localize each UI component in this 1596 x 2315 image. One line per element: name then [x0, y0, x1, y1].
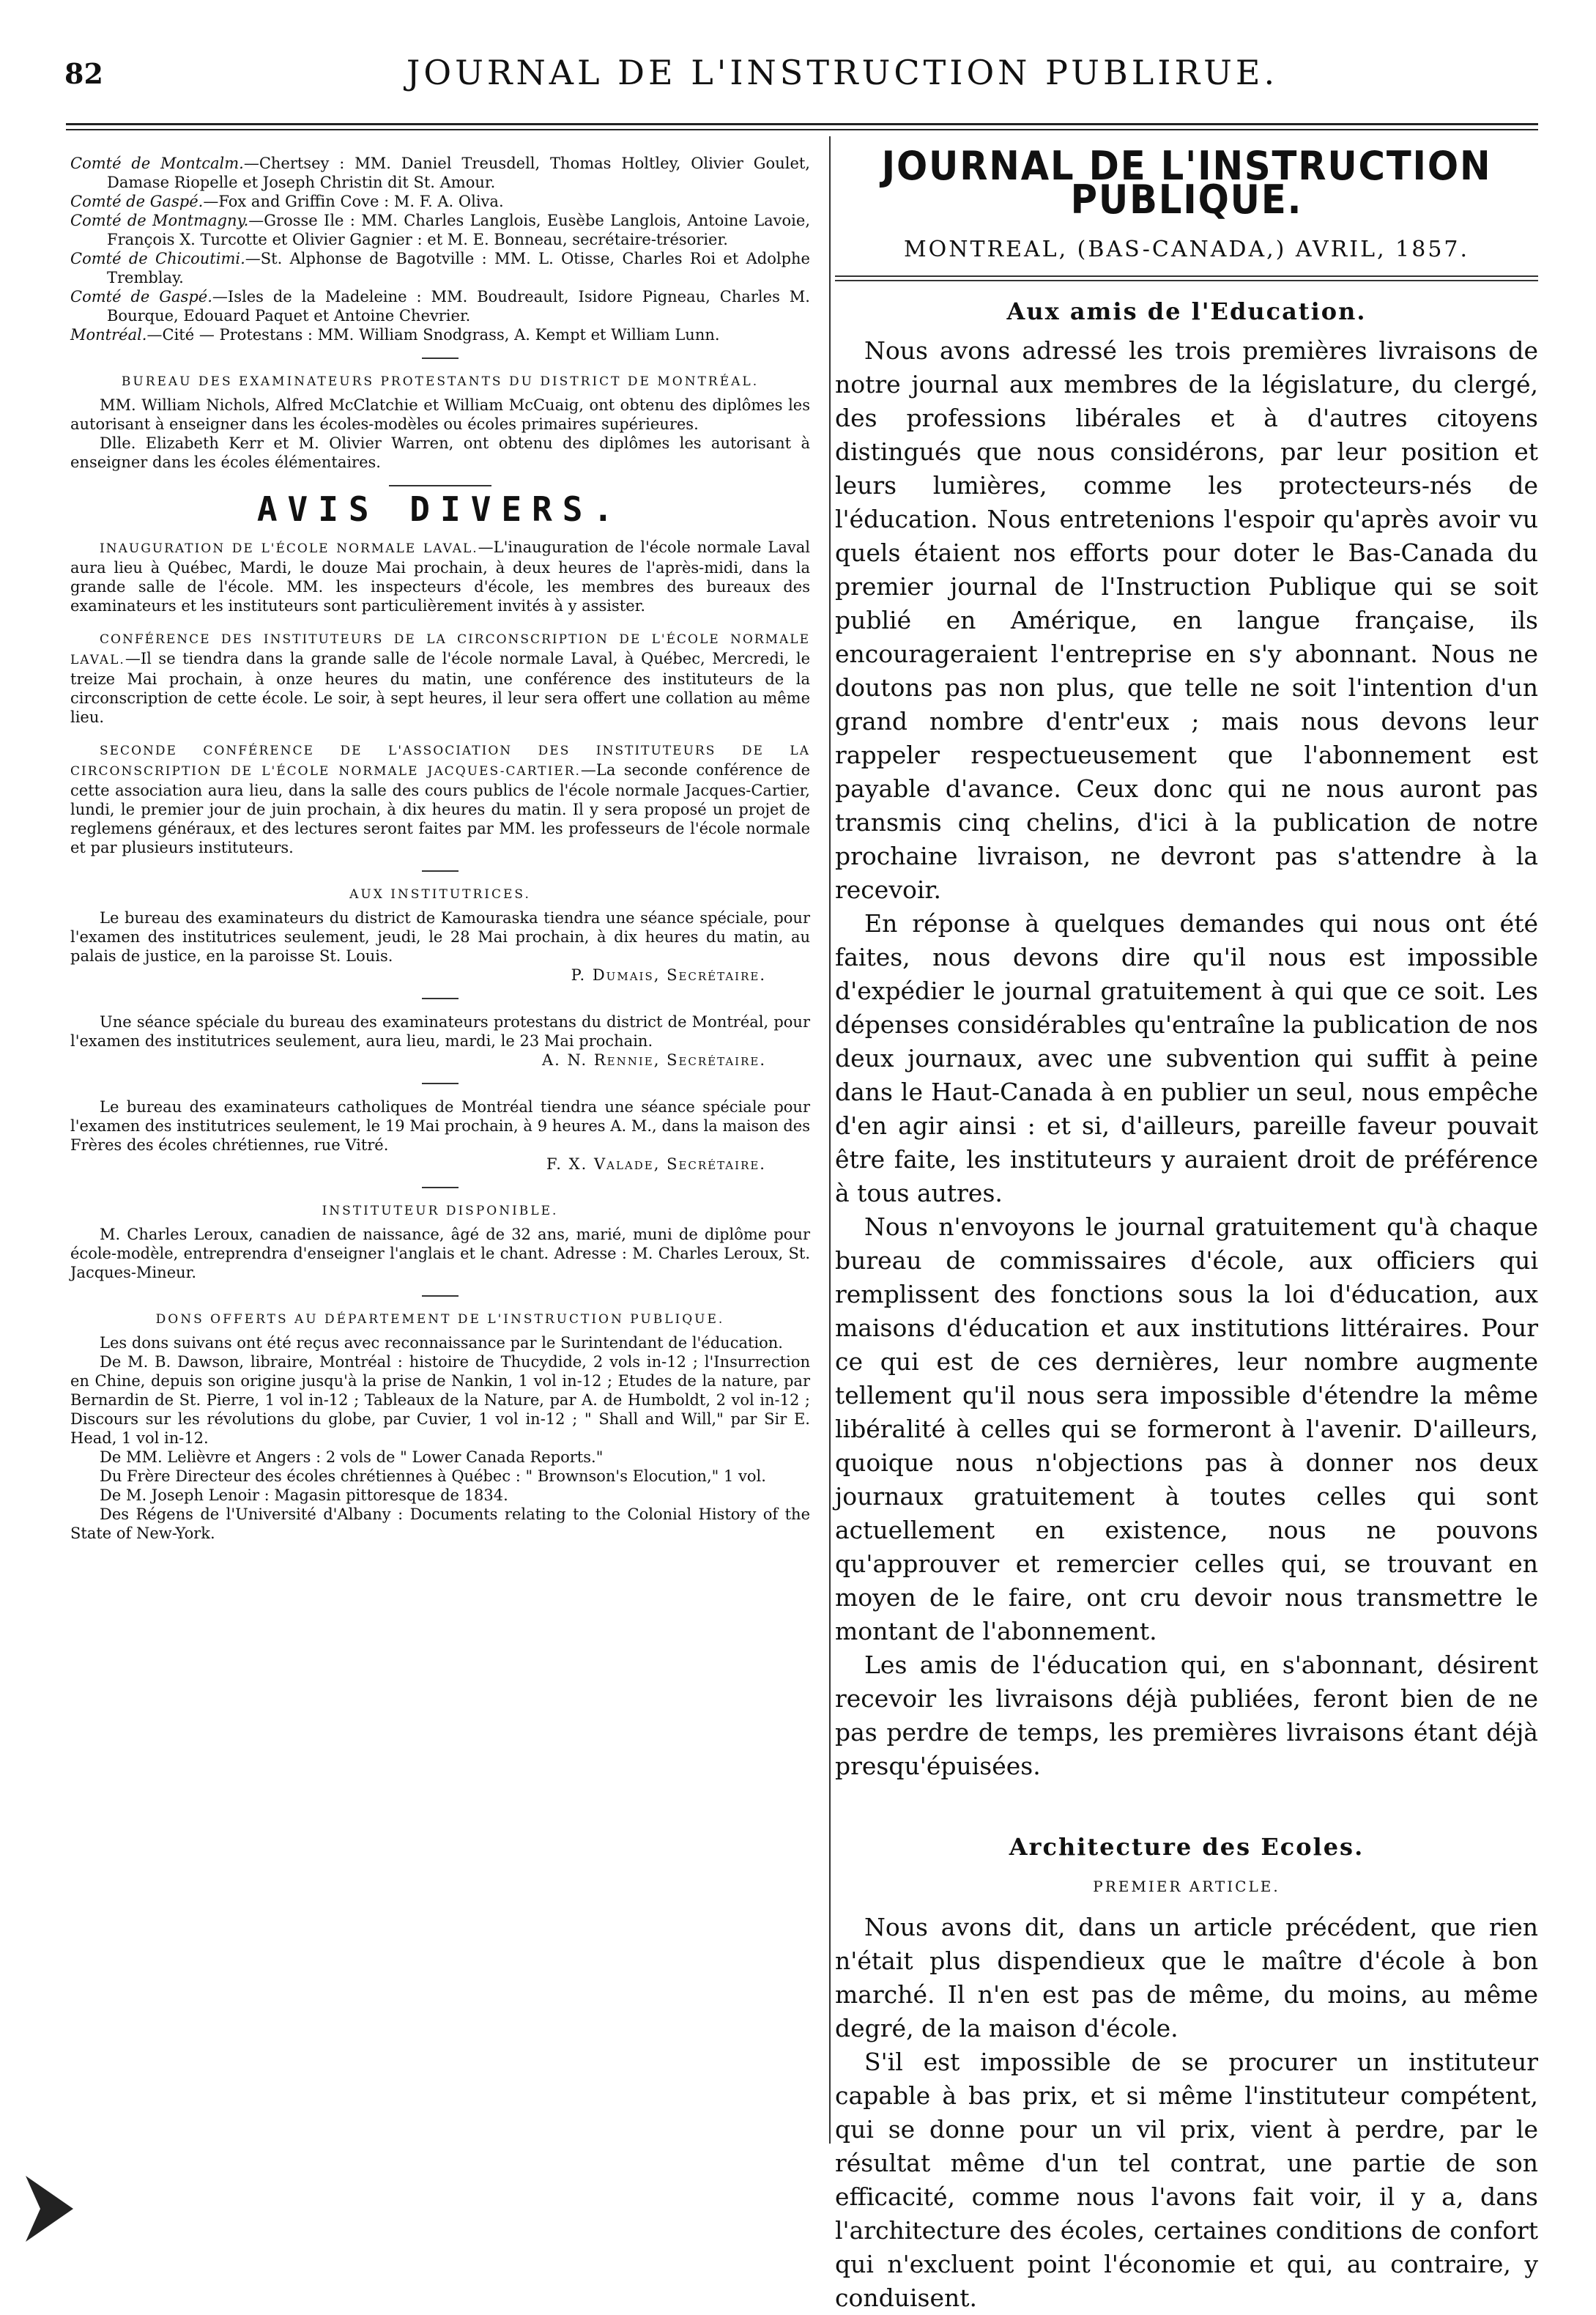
architecture-subheading: PREMIER ARTICLE.: [1093, 1878, 1280, 1895]
county-entry: [70, 325, 810, 344]
column-divider: [829, 136, 831, 2144]
right-column: [835, 143, 1538, 2315]
amis-paragraph: Nous n'envoyons le journal gratuitement qu'à chaque bureau de commissaires d'école, aux officiers qui remplissent des fonctions sous la loi d'éducation, aux maisons d'éducation et aux institutions littéraires. Pour ce qui est de ces dernières, leur nombre augmente tellement qu'il nous sera impossible d'étendre la même libéralité à celles qui se formeront à l'avenir. D'ailleurs, quoique nous n'objections pas à donner nos deux journaux gratuitement à toutes celles qui sont actuellement en existence, nous ne pouvons qu'approuver et remercier celles qui, se trouvant en moyen de le faire, ont cru devoir nous transmettre le montant de l'abonnement.: [835, 1212, 1538, 1645]
notice-lead: INAUGURATION DE L'ÉCOLE NORMALE LAVAL.: [100, 541, 478, 556]
header-rule: [66, 123, 1538, 125]
county-text: —Isles de la Madeleine : MM. Boudreault, Isidore Pigneau, Charles M. Bourque, Edouard Paquet et Antoine Chevrier.: [107, 288, 810, 325]
avis-divers-title: AVIS DIVERS.: [256, 489, 624, 529]
county-name: Montréal.: [70, 326, 147, 344]
county-name: Comté de Montmagny.: [70, 212, 249, 229]
amis-paragraph: En réponse à quelques demandes qui nous ont été faites, nous devons dire qu'il nous est impossible d'expédier le journal gratuitement à qui que ce soit. Les dépenses considérables qu'entraîne la publication de nos deux journaux, avec une subvention qui suffit à peine dans le Haut-Canada à en publier un seul, nous empêche d'en agir ainsi : et si, d'ailleurs, pareille faveur pouvait être faite, les instituteurs y auraient droit de préférence à tous autres.: [835, 909, 1538, 1207]
separator: [422, 1295, 459, 1297]
county-entry: [70, 249, 810, 287]
bureau-section: [70, 372, 810, 472]
page-number: 82: [64, 57, 103, 90]
instituteur-heading: INSTITUTEUR DISPONIBLE.: [322, 1204, 559, 1218]
architecture-paragraph: S'il est impossible de se procurer un instituteur capable à bas prix, et si même l'instituteur compétent, qui se donne pour un vil prix, vient à perdre, par le résultat même d'un tel contrat, une partie de son efficacité, comme nous l'avons fait voir, il y a, dans l'architecture des écoles, certaines conditions de confort qui n'excluent point l'économie et qui, au contraire, y conduisent.: [835, 2048, 1538, 2312]
separator: [422, 1187, 459, 1188]
institutrices-paragraph: Le bureau des examinateurs catholiques de Montréal tiendra une séance spéciale pour l'examen des institutrices seulement, le 19 Mai prochain, à 9 heures A. M., dans la maison des Frères des écoles chrétiennes, rue Vitré.: [70, 1098, 810, 1154]
county-text: —Grosse Ile : MM. Charles Langlois, Eusèbe Langlois, Antoine Lavoie, François X. Turcotte et Olivier Gagnier : et M. E. Bonneau, secrétaire-trésorier.: [107, 212, 810, 248]
county-entry: [70, 192, 810, 211]
section-spacer: [835, 1783, 1538, 1827]
separator: [422, 870, 459, 872]
architecture-paragraph: Nous avons dit, dans un article précédent, que rien n'était plus dispendieux que le maître d'école à bon marché. Il n'en est pas de même, du moins, au même degré, de la maison d'école.: [835, 1913, 1538, 2042]
notice-text: —L'inauguration de l'école normale Laval aura lieu à Québec, Mardi, le douze Mai prochain, à deux heures de l'après-midi, dans la grande salle de l'école. MM. les inspecteurs d'école, les membres des bureaux des examinateurs et les instituteurs sont particulièrement invités à y assister.: [70, 538, 810, 615]
institutrices-section: [70, 885, 810, 1174]
bureau-paragraph: MM. William Nichols, Alfred McClatchie et William McCuaig, ont obtenu des diplômes les autorisant à enseigner dans les écoles-modèles ou écoles primaires supérieures.: [70, 396, 810, 433]
county-entry: [70, 154, 810, 192]
county-entry: [70, 287, 810, 325]
separator: [422, 358, 459, 359]
dateline: MONTREAL, (BAS-CANADA,) AVRIL, 1857.: [903, 237, 1470, 262]
county-name: Comté de Gaspé.: [70, 288, 212, 305]
notice-lead: CONFÉRENCE DES INSTITUTEURS DE LA CIRCONSCRIPTION DE L'ÉCOLE NORMALE LAVAL.: [70, 632, 810, 667]
bureau-heading: BUREAU DES EXAMINATEURS PROTESTANTS DU DISTRICT DE MONTRÉAL.: [121, 374, 760, 389]
separator: [422, 1083, 459, 1084]
separator: [389, 485, 491, 486]
signature: P. Dumais, Secrétaire.: [571, 966, 766, 984]
county-text: —St. Alphonse de Bagotville : MM. L. Otisse, Charles Roi et Adolphe Tremblay.: [107, 250, 810, 286]
separator: [422, 998, 459, 999]
county-name: Comté de Montcalm.: [70, 155, 244, 172]
architecture-heading: Architecture des Ecoles.: [1009, 1833, 1365, 1861]
dons-intro: Les dons suivans ont été reçus avec reconnaissance par le Surintendant de l'éducation.: [100, 1334, 783, 1352]
masthead-rule: [835, 275, 1538, 281]
amis-section: [835, 295, 1538, 1783]
county-name: Comté de Gaspé.: [70, 193, 204, 210]
bureau-paragraph: Dlle. Elizabeth Kerr et M. Olivier Warren, ont obtenu des diplômes les autorisant à enseigner dans les écoles élémentaires.: [70, 434, 810, 471]
dons-item: De MM. Lelièvre et Angers : 2 vols de " Lower Canada Reports.": [100, 1448, 604, 1466]
inauguration-notice: [70, 538, 810, 615]
county-text: —Cité — Protestans : MM. William Snodgrass, A. Kempt et William Lunn.: [146, 326, 720, 344]
printer-mark-icon: [22, 2168, 81, 2249]
amis-paragraph: Nous avons adressé les trois premières livraisons de notre journal aux membres de la législature, du clergé, des professions libérales et à d'autres citoyens distingués que nous considérons, par leur position et leurs lumières, comme les protecteurs-nés de l'éducation. Nous entretenions l'espoir qu'après avoir vu quels étaient nos efforts pour doter le Bas-Canada du premier journal de l'Instruction Publique qui se soit publié en Amérique, en langue française, ils encourageraient l'entreprise en s'y abonnant. Nous ne doutons pas non plus, que telle ne soit l'intention d'un grand nombre d'entr'eux ; mais nous devons leur rappeler respectueusement que l'abonnement est payable d'avance. Ceux donc qui ne nous auront pas transmis cinq chelins, d'ici à la publication de notre prochaine livraison, ne devront pas s'attendre à la recevoir.: [835, 336, 1538, 904]
left-column: [70, 154, 810, 1543]
notice-lead: SECONDE CONFÉRENCE DE L'ASSOCIATION DES INSTITUTEURS DE LA CIRCONSCRIPTION DE L'ÉCOLE NORMALE JACQUES-CARTIER.: [70, 744, 810, 779]
signature: A. N. Rennie, Secrétaire.: [541, 1051, 766, 1069]
running-title: JOURNAL DE L'INSTRUCTION PUBLIRUE.: [406, 53, 1279, 92]
instituteur-section: [70, 1201, 810, 1282]
institutrices-paragraph: Une séance spéciale du bureau des examinateurs protestans du district de Montréal, pour l'examen des institutrices seulement, aura lieu, mardi, le 23 Mai prochain.: [70, 1013, 810, 1050]
dons-section: [70, 1310, 810, 1543]
institutrices-heading: AUX INSTITUTRICES.: [349, 887, 531, 902]
seconde-conference-notice: [70, 740, 810, 857]
signature: F. X. Valade, Secrétaire.: [546, 1155, 766, 1173]
dons-item: De M. Joseph Lenoir : Magasin pittoresque de 1834.: [100, 1486, 508, 1504]
instituteur-paragraph: M. Charles Leroux, canadien de naissance, âgé de 32 ans, marié, muni de diplôme pour école-modèle, entreprendra d'enseigner l'anglais et le chant. Adresse : M. Charles Leroux, St. Jacques-Mineur.: [70, 1226, 810, 1281]
architecture-section: [835, 1830, 1538, 2315]
dons-item: Des Régens de l'Université d'Albany : Documents relating to the Colonial History of the State of New-York.: [70, 1505, 810, 1542]
county-name: Comté de Chicoutimi.: [70, 250, 245, 267]
county-text: —Chertsey : MM. Daniel Treusdell, Thomas Holtley, Olivier Goulet, Damase Riopelle et Joseph Christin dit St. Amour.: [107, 155, 810, 191]
county-list: [70, 154, 810, 344]
amis-paragraph: Les amis de l'éducation qui, en s'abonnant, désirent recevoir les livraisons déjà publiées, feront bien de ne pas perdre de temps, les premières livraisons étant déjà presqu'épuisées.: [835, 1651, 1538, 1780]
header-rule-thin: [66, 129, 1538, 130]
amis-heading: Aux amis de l'Education.: [1006, 297, 1367, 325]
notice-text: —La seconde conférence de cette association aura lieu, dans la salle des cours publics de l'école normale Jacques-Cartier, lundi, le premier jour de juin prochain, à dix heures du matin. Il y sera proposé un projet de reglemens généraux, et des lectures seront faites par MM. les professeurs de l'école normale et par plusieurs instituteurs.: [70, 761, 810, 856]
county-entry: [70, 211, 810, 249]
institutrices-paragraph: Le bureau des examinateurs du district de Kamouraska tiendra une séance spéciale, pour l'examen des institutrices seulement, jeudi, le 28 Mai prochain, à dix heures du matin, au palais de justice, en la paroisse St. Louis.: [70, 909, 810, 965]
masthead: JOURNAL DE L'INSTRUCTION PUBLIQUE.: [881, 143, 1492, 223]
conference-notice: [70, 629, 810, 727]
dons-item: Du Frère Directeur des écoles chrétiennes à Québec : " Brownson's Elocution," 1 vol.: [100, 1467, 766, 1485]
notice-text: —Il se tiendra dans la grande salle de l'école normale Laval, à Québec, Mercredi, le treize Mai prochain, à onze heures du matin, une conférence des instituteurs de la circonscription de cette école. Le soir, à sept heures, il leur sera offert une collation au même lieu.: [70, 650, 810, 726]
county-text: —Fox and Griffin Cove : M. F. A. Oliva.: [203, 193, 504, 210]
dons-item: De M. B. Dawson, libraire, Montréal : histoire de Thucydide, 2 vols in-12 ; l'Insurrection en Chine, depuis son origine jusqu'à la prise de Nankin, 1 vol in-12 ; Etudes de la nature, par Bernardin de St. Pierre, 1 vol in-12 ; Tableaux de la Nature, par A. de Humboldt, 2 vol in-12 ; Discours sur les révolutions du globe, par Cuvier, 1 vol in-12 ; " Shall and Will," par Sir E. Head, 1 vol in-12.: [70, 1353, 810, 1447]
dons-heading: DONS OFFERTS AU DÉPARTEMENT DE L'INSTRUCTION PUBLIQUE.: [155, 1312, 725, 1327]
